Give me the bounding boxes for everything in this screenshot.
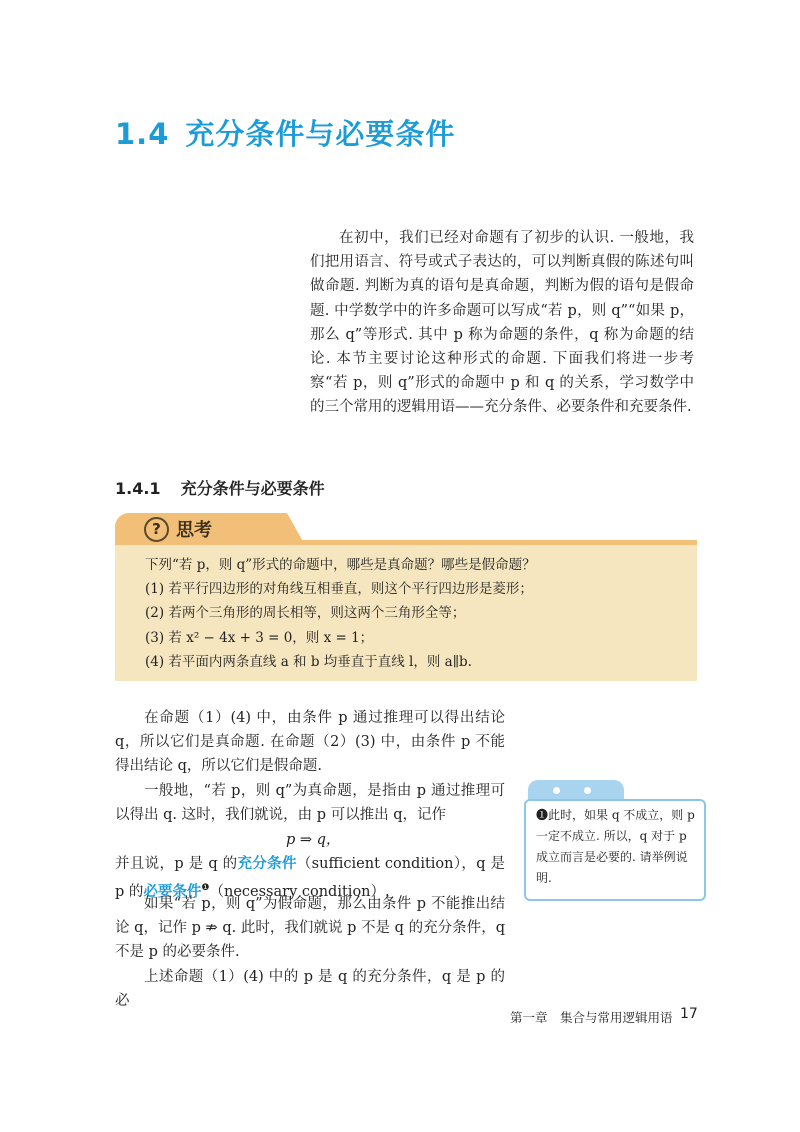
intro-paragraph: 在初中，我们已经对命题有了初步的认识. 一般地，我们把用语言、符号或式子表达的，可以判断真假的陈述句叫做命题. 判断为真的语句是真命题，判断为假的语句是假命题. 中学数学中的许多命题可以写成“若 p，则 q”“如果 p，那么 q”等形式. 其中 p 称为命题的条件，q 称为命题的结论. 本节主要讨论这种形式的命题. 下面我们将进一步考察“若 p，则 q”形式的命题中 p 和 q 的关系，学习数学中的三个常用的逻辑用语——充分条件、必要条件和充要条件.: [310, 230, 694, 416]
footnote-marker: ❶: [201, 883, 210, 894]
think-line: (4) 若平面内两条直线 a 和 b 均垂直于直线 l，则 a∥b.: [145, 653, 472, 670]
section-title: [115, 112, 455, 153]
page-number: 17: [680, 1006, 698, 1022]
text-span: 并且说，p 是 q 的: [115, 856, 238, 872]
body-paragraph-2: 一般地，“若 p，则 q”为真命题，是指由 p 通过推理可以得出 q. 这时，我们就说，由 p 可以推出 q，记作: [115, 783, 505, 824]
think-line: (3) 若 x² − 4x + 3 = 0，则 x = 1；: [145, 629, 374, 646]
think-line: 下列“若 p，则 q”形式的命题中，哪些是真命题？哪些是假命题？: [145, 557, 536, 573]
subsection-number: 1.4.1: [115, 479, 161, 498]
section-number: 1.4: [115, 117, 170, 151]
sidenote-dot: [553, 787, 560, 794]
question-circle-icon: ?: [144, 517, 169, 542]
chapter-footer: 第一章 集合与常用逻辑用语: [510, 1010, 673, 1025]
subsection-heading: [115, 476, 325, 499]
sidenote-text: ❶此时，如果 q 不成立，则 p 一定不成立. 所以，q 对于 p 成立而言是必要的. 请举例说明.: [536, 808, 695, 885]
body-paragraph-5: 上述命题（1）(4) 中的 p 是 q 的充分条件，q 是 p 的必: [115, 969, 505, 1010]
sidenote-dot: [584, 787, 591, 794]
text-span: （sufficient condition），q 是 p 的: [115, 856, 506, 901]
subsection-title: 充分条件与必要条件: [180, 479, 325, 498]
think-question-list: [145, 553, 685, 674]
term-sufficient-condition: 充分条件: [237, 856, 297, 872]
term-necessary-condition: 必要条件: [143, 884, 202, 901]
think-line: (2) 若两个三角形的周长相等，则这两个三角形全等；: [145, 605, 466, 622]
body-paragraph-1: 在命题（1）(4) 中，由条件 p 通过推理可以得出结论 q，所以它们是真命题. 在命题（2）(3) 中，由条件 p 不能得出结论 q，所以它们是假命题.: [115, 710, 505, 775]
think-label: 思考: [176, 520, 212, 541]
implication-formula: p ⇒ q，: [286, 832, 341, 848]
think-line: (1) 若平行四边形的对角线互相垂直，则这个平行四边形是菱形；: [145, 581, 533, 598]
text-span: （necessary condition）.: [209, 884, 390, 901]
body-paragraph-4: 如果“若 p，则 q”为假命题，那么由条件 p 不能推出结论 q，记作 p ⇏ q. 此时，我们就说 p 不是 q 的充分条件，q 不是 p 的必要条件.: [115, 896, 505, 961]
section-title-text: 充分条件与必要条件: [185, 117, 456, 151]
